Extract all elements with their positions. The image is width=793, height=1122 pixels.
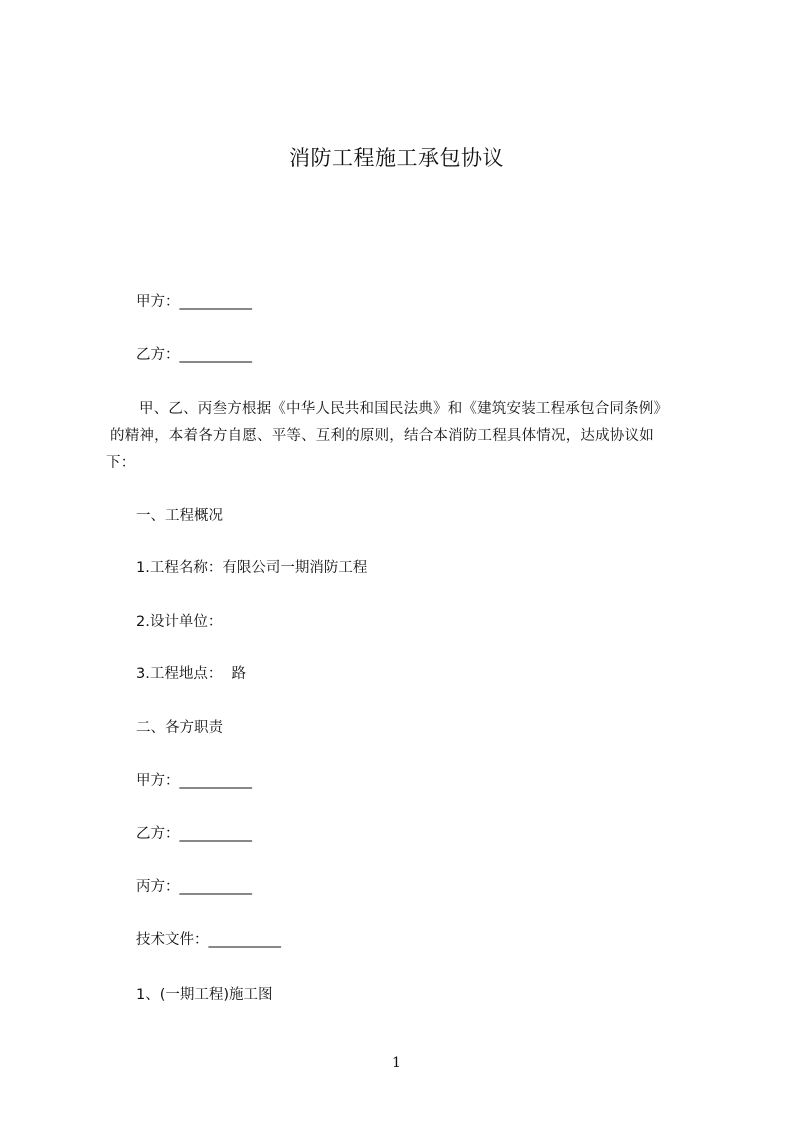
intro-line-1: 甲、乙、丙叁方根据《中华人民共和国民法典》和《建筑安装工程承包合同条例》 (139, 401, 669, 417)
document-title: 消防工程施工承包协议 (289, 146, 504, 170)
section-1-heading: 一、工程概况 (136, 508, 223, 524)
party-a-line: 甲方：__________ (136, 294, 252, 310)
intro-paragraph (106, 396, 706, 477)
project-name-item: 1.工程名称：有限公司一期消防工程 (136, 560, 368, 576)
intro-line-3: 下： (106, 455, 136, 471)
intro-line-2: 的精神，本着各方自愿、平等、互利的原则，结合本消防工程具体情况，达成协议如 (110, 428, 654, 444)
construction-drawing-item: 1、(一期工程)施工图 (136, 987, 273, 1003)
section-2-party-c: 丙方：__________ (136, 879, 252, 895)
project-location-item: 3.工程地点： 路 (136, 666, 247, 682)
section-2-party-a: 甲方：__________ (136, 773, 252, 789)
design-unit-item: 2.设计单位： (136, 614, 223, 630)
section-2-party-b: 乙方：__________ (136, 826, 252, 842)
page-number: 1 (392, 1055, 401, 1071)
party-b-line: 乙方：__________ (136, 347, 252, 363)
section-2-heading: 二、各方职责 (136, 720, 223, 736)
tech-docs-line: 技术文件：__________ (136, 932, 281, 948)
